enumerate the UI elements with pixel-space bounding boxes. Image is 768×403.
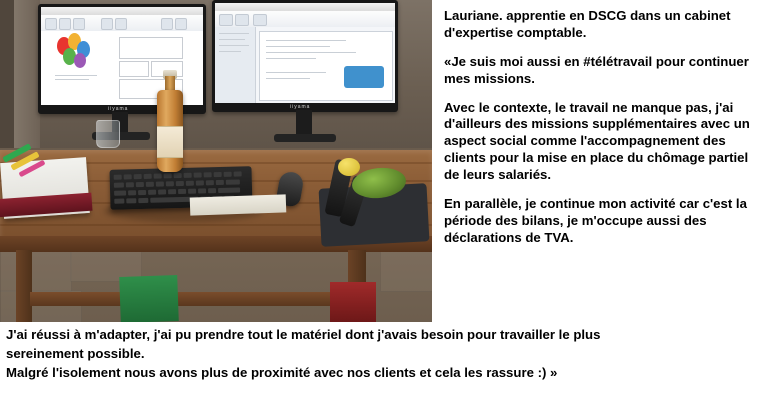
folder-item: [219, 33, 249, 34]
monitor-right-stand: [296, 110, 312, 136]
ribbon-button: [253, 14, 267, 26]
ribbon-button: [45, 18, 57, 30]
ribbon-button: [73, 18, 85, 30]
document-line: [55, 79, 89, 80]
balloon-shape: [74, 53, 86, 68]
monitor-right: [212, 0, 398, 112]
monitor-brand-right: iiyama: [290, 104, 311, 110]
side-paragraph-3: Avec le contexte, le travail ne manque pas, j'ai d'ailleurs des missions supplémentaires avec un aspect social comme l'accompagnement des clients pour la mise en place du chômage partiel de leurs salariés.: [444, 99, 750, 183]
ribbon-button: [115, 18, 127, 30]
mail-line: [266, 72, 326, 73]
ribbon-button: [175, 18, 187, 30]
floor-tile: [380, 250, 432, 292]
window-ribbon: [41, 15, 203, 32]
monitor-brand-left: iiyama: [108, 106, 129, 112]
mail-line: [266, 78, 310, 79]
drinking-glass: [96, 120, 120, 148]
folder-item: [219, 45, 249, 46]
mail-client-body: [215, 27, 395, 103]
ribbon-button: [161, 18, 173, 30]
ribbon-button: [59, 18, 71, 30]
red-storage-box: [330, 282, 376, 322]
mail-reading-pane: [259, 31, 393, 101]
office-photo: [0, 0, 432, 322]
lemon: [338, 158, 360, 176]
document-line: [55, 75, 97, 76]
bottom-line-1: J'ai réussi à m'adapter, j'ai pu prendre tout le matériel dont j'avais besoin pour travailler le plus: [6, 327, 601, 342]
ribbon-button: [235, 14, 249, 26]
ribbon-button: [219, 14, 233, 26]
testimonial-side-text: [444, 8, 762, 259]
document-box: [119, 37, 183, 59]
window-ribbon: [215, 11, 395, 28]
mail-line: [266, 58, 316, 59]
monitor-right-base: [274, 134, 336, 142]
desk-leg: [16, 250, 32, 322]
green-storage-box: [119, 275, 179, 322]
mail-line: [266, 40, 346, 41]
side-paragraph-4: En parallèle, je continue mon activité car c'est la période des bilans, je m'occupe aussi des déclarations de TVA.: [444, 196, 747, 245]
document-box: [119, 61, 149, 77]
paper-sheet: [190, 194, 287, 215]
bottle-label: [157, 126, 183, 158]
monitor-right-screen: [215, 3, 395, 103]
side-paragraph-1: Lauriane. apprentie en DSCG dans un cabinet d'expertise comptable.: [444, 8, 731, 40]
mail-line: [266, 52, 356, 53]
testimonial-bottom-text: [6, 326, 762, 383]
bottom-line-3: Malgré l'isolement nous avons plus de proximité avec nos clients et cela les rassure :) »: [6, 365, 558, 381]
ribbon-button: [101, 18, 113, 30]
folder-item: [219, 51, 241, 52]
floor-tile: [0, 250, 72, 292]
folder-item: [219, 39, 245, 40]
desk-rail: [30, 292, 360, 306]
logo-graphic: [344, 66, 384, 88]
bottom-line-2: sereinement possible.: [6, 346, 145, 362]
mail-line: [266, 46, 330, 47]
side-paragraph-2: «Je suis moi aussi en #télétravail pour continuer mes missions.: [444, 53, 749, 86]
